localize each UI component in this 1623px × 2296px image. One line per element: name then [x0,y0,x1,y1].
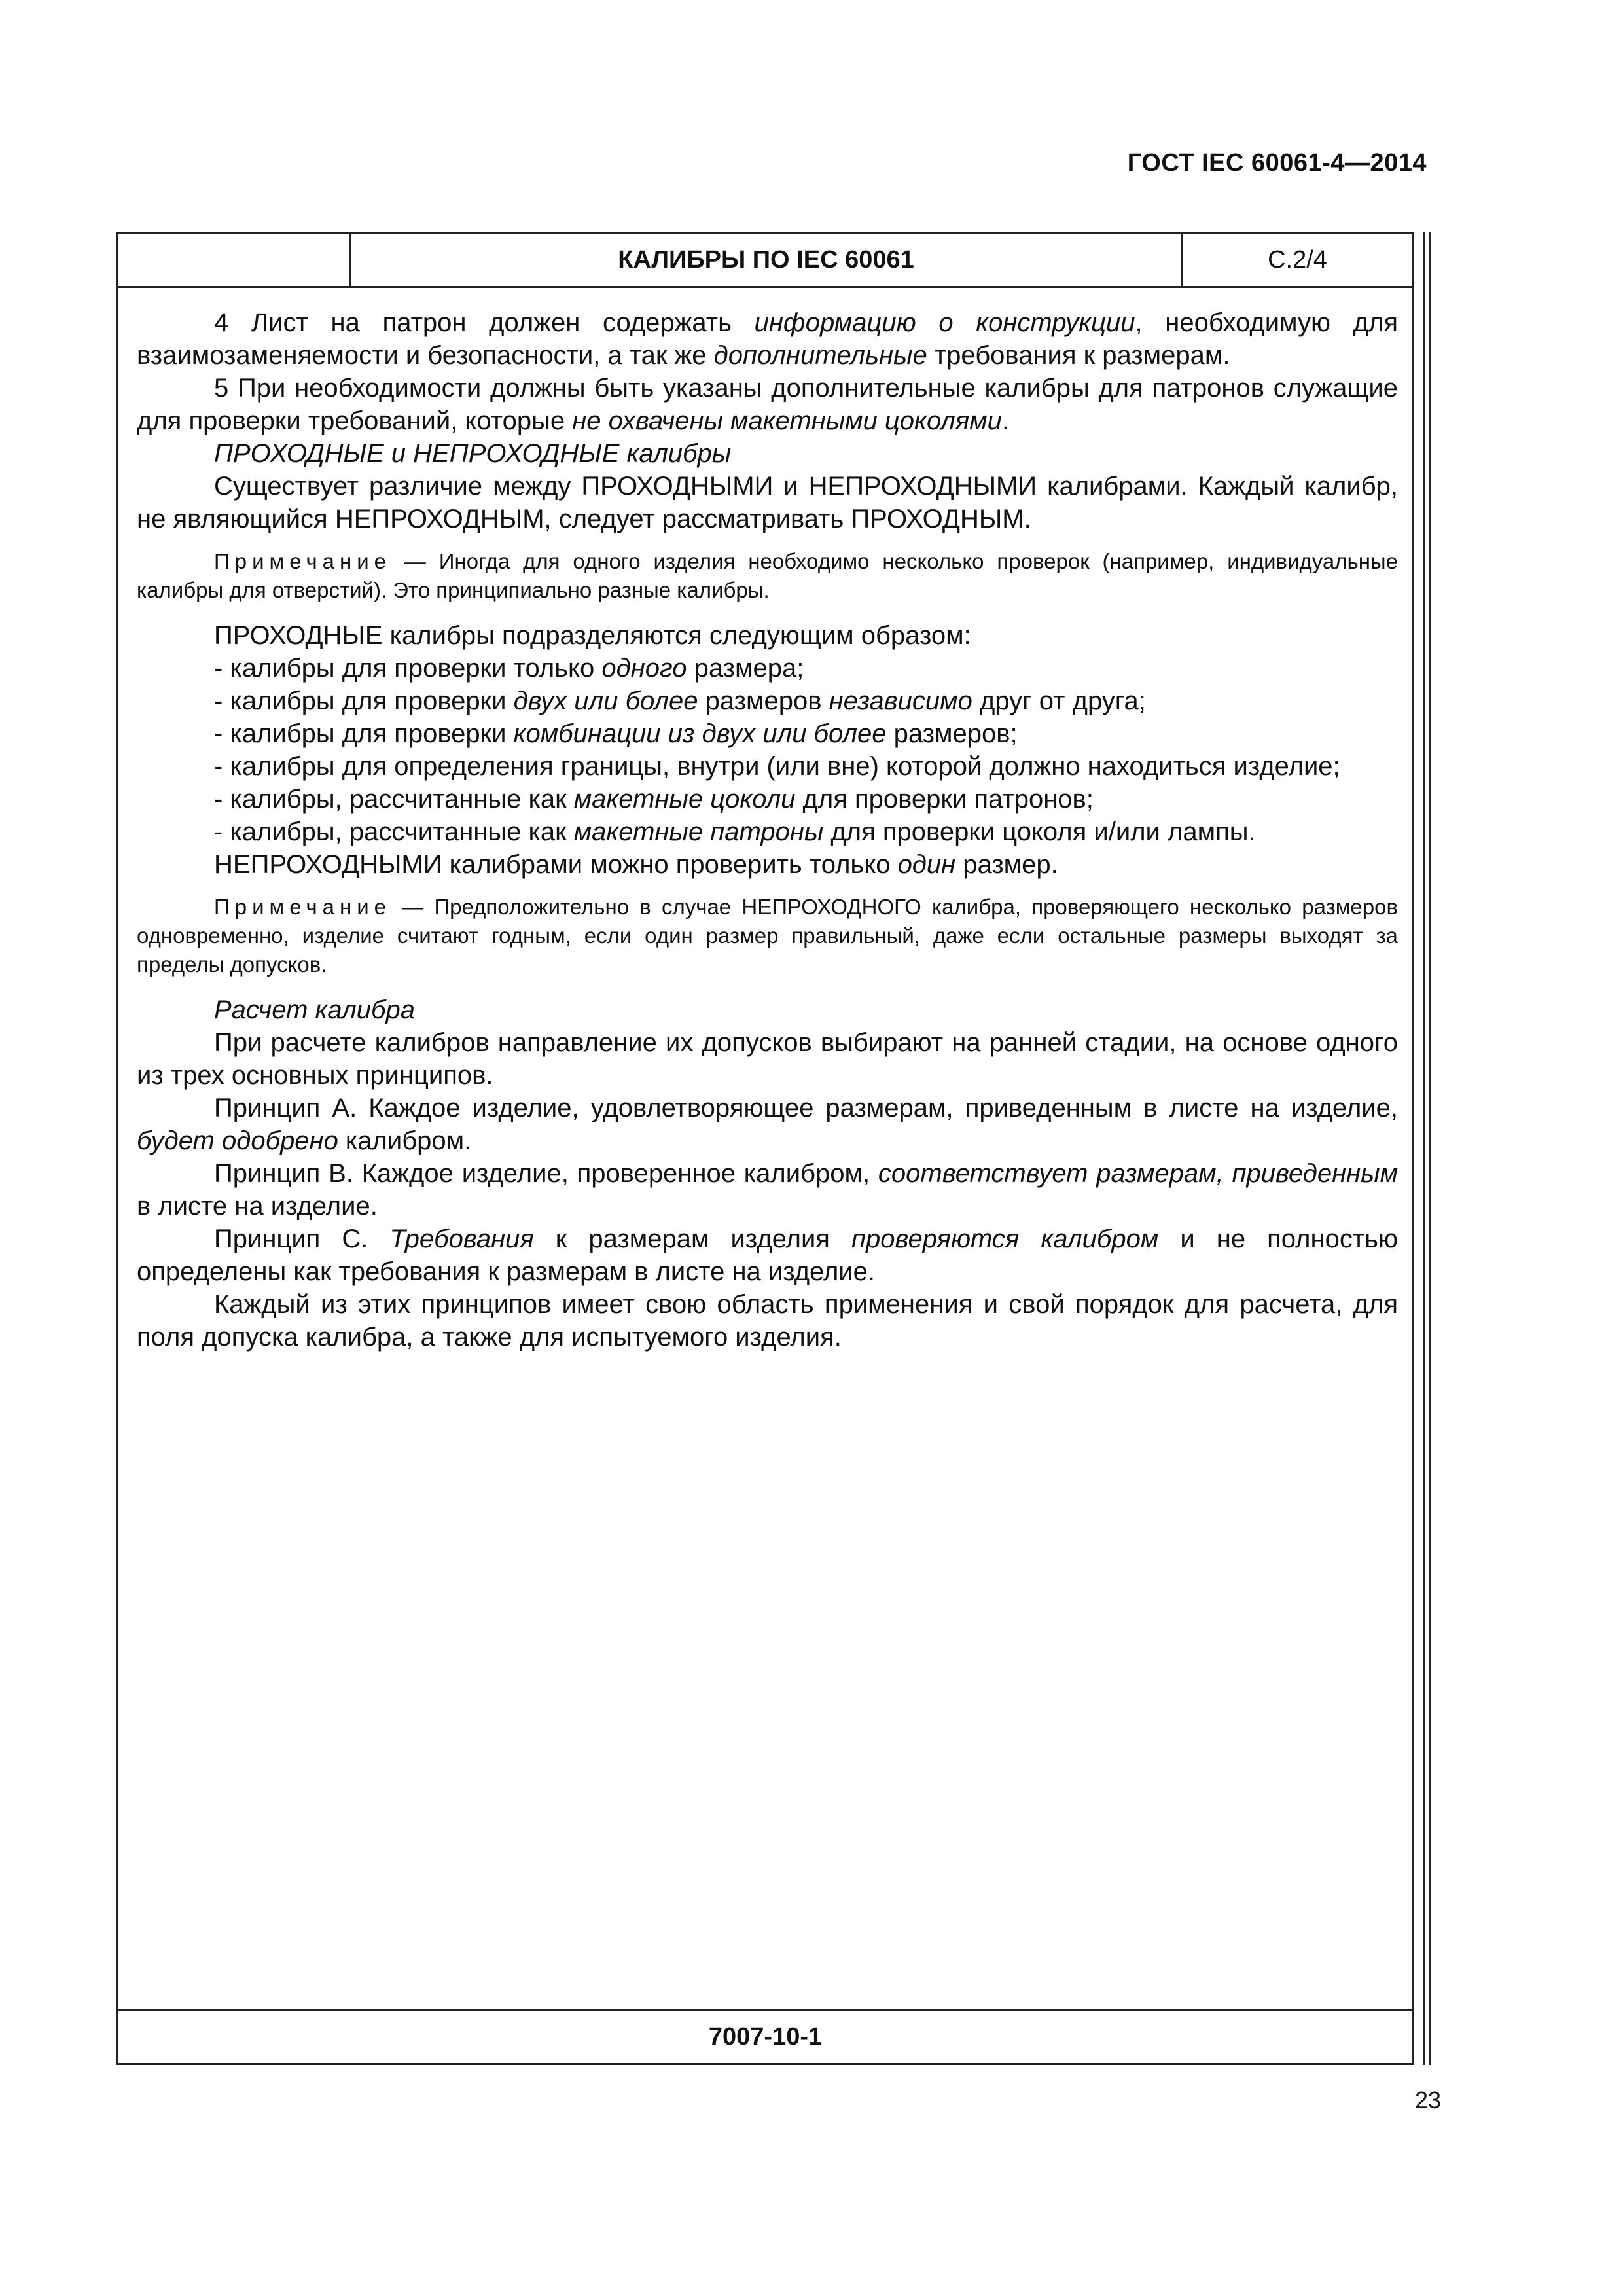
heading-go-nogo: ПРОХОДНЫЕ и НЕПРОХОДНЫЕ калибры [214,439,732,468]
list-item: - калибры, рассчитанные как макетные цоколи для проверки патронов; [214,785,1094,814]
paragraph-principle-a: Принцип А. Каждое изделие, удовлетворяющее размерам, приведенным в листе на изделие, будет одобрено калибром. [137,1094,1398,1155]
paragraph-principle-c: Принцип С. Требования к размерам изделия проверяются калибром и не полностью определены как требования к размерам в листе на изделие. [137,1225,1399,1286]
list-item: - калибры для проверки двух или более размеров независимо друг от друга; [214,687,1146,715]
paragraph-principle-b: Принцип В. Каждое изделие, проверенное калибром, соответствует размерам, приведенным в листе на изделие. [137,1159,1398,1221]
drawing-frame [116,232,1414,2065]
paragraph-go-intro: ПРОХОДНЫЕ калибры подразделяются следующим образом: [214,621,971,650]
frame-outer-line-2 [1429,232,1431,2065]
heading-gauge-calculation: Расчет калибра [214,996,416,1024]
frame-header [118,234,1412,288]
paragraph-calculation: При расчете калибров направление их допусков выбирают на ранней стадии, на основе одного из трех основных принципов. [137,1028,1398,1090]
paragraph-5: 5 При необходимости должны быть указаны дополнительные калибры для патронов служащие для проверки требований, которые не охвачены макетными цоколями. [137,374,1398,435]
standard-code: ГОСТ IEC 60061-4—2014 [1127,149,1427,177]
paragraph-final: Каждый из этих принципов имеет свою область применения и свой порядок для расчета, для поля допуска калибра, а также для испытуемого изделия. [137,1290,1398,1352]
paragraph-difference: Существует различие между ПРОХОДНЫМИ и НЕПРОХОДНЫМИ калибрами. Каждый калибр, не являющийся НЕПРОХОДНЫМ, следует рассматривать ПРОХОДНЫМ. [137,472,1398,533]
header-empty-cell [118,234,351,286]
list-item: - калибры для определения границы, внутри (или вне) которой должно находиться изделие; [214,752,1340,781]
paragraph-4: 4 Лист на патрон должен содержать информацию о конструкции, необходимую для взаимозаменяемости и безопасности, а так же дополнительные требования к размерам. [137,308,1399,370]
paragraph-nogo: НЕПРОХОДНЫМИ калибрами можно проверить только один размер. [214,850,1058,879]
list-item: - калибры для проверки комбинации из двух или более размеров; [214,719,1018,748]
sheet-title: КАЛИБРЫ ПО IEC 60061 [351,234,1183,286]
list-item: - калибры для проверки только одного размера; [214,654,804,683]
sheet-number: С.2/4 [1268,246,1327,274]
note-2: Примечание — Предположительно в случае НЕПРОХОДНОГО калибра, проверяющего несколько размеров одновременно, изделие считают годным, если один размер правильный, даже если остальные размеры выходят за пределы допусков. [137,895,1398,977]
frame-outer-line-1 [1423,232,1425,2065]
sheet-code: 7007-10-1 [118,2009,1412,2063]
page-number: 23 [1414,2087,1441,2113]
sheet-content [137,306,1398,1354]
list-item: - калибры, рассчитанные как макетные патроны для проверки цоколя и/или лампы. [214,817,1256,846]
note-1: Примечание — Иногда для одного изделия необходимо несколько проверок (например, индивидуальные калибры для отверстий). Это принципиально разные калибры. [137,549,1398,602]
go-gauge-list [137,652,1398,848]
